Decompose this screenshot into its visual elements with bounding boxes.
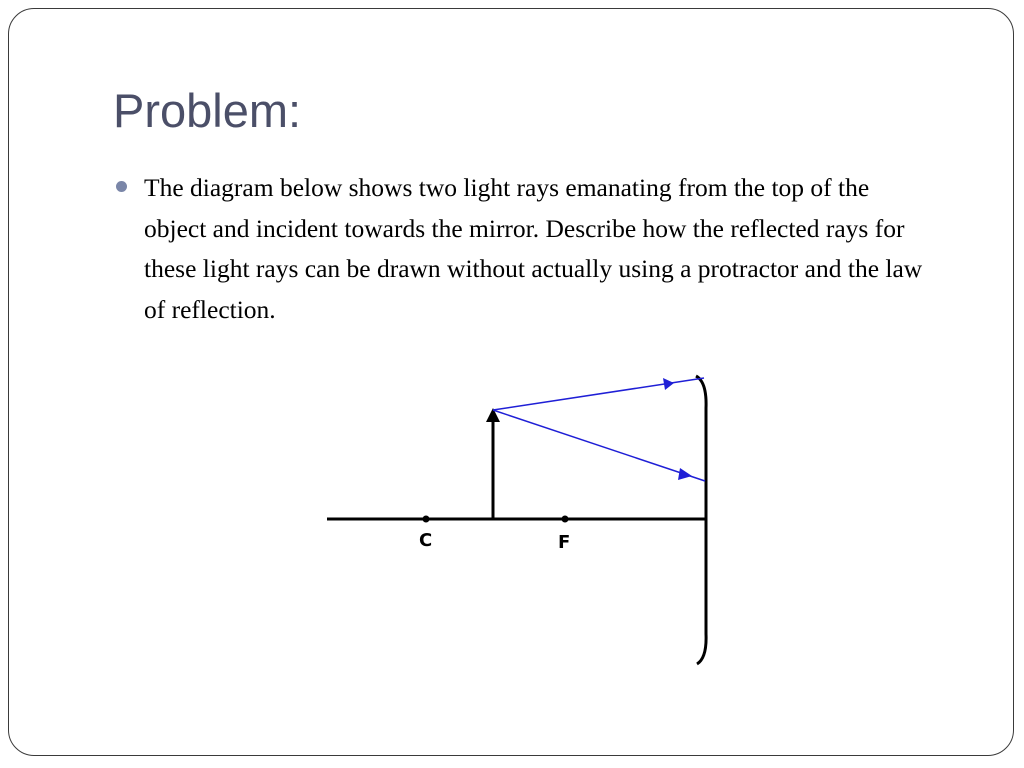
bullet-text: The diagram below shows two light rays emanating from the top of the object and incident towards the mirror. Describe how the reflected rays for these light rays can be drawn without actually using a protractor and the law of reflection.: [144, 173, 923, 324]
ray-arrow-lower: [678, 468, 692, 480]
point-f-label: F: [558, 532, 571, 553]
ray-arrow-upper: [663, 378, 674, 390]
point-c-label: C: [419, 530, 433, 551]
incident-ray-lower: [493, 410, 705, 481]
slide-title: Problem:: [113, 84, 302, 137]
point-f-marker: [562, 516, 569, 523]
point-c-marker: [423, 516, 430, 523]
